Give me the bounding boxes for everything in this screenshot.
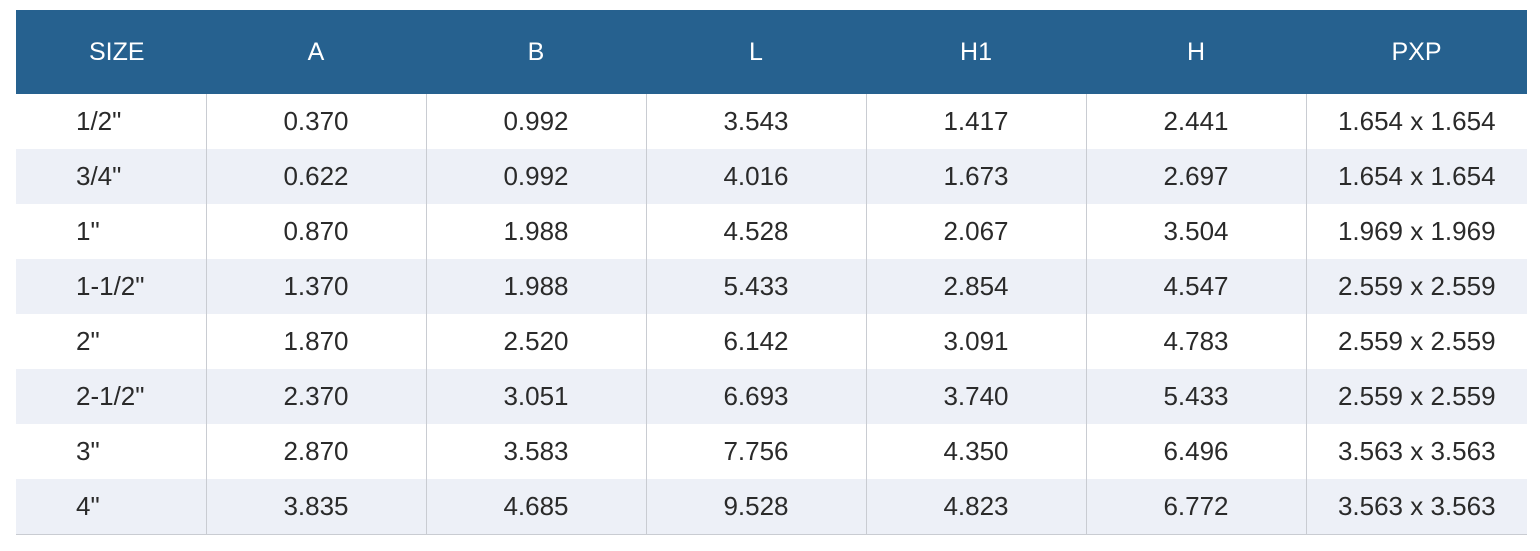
table-row bbox=[16, 424, 1527, 479]
cell-pxp: 3.563 x 3.563 bbox=[1306, 424, 1527, 479]
table-row bbox=[16, 479, 1527, 534]
cell-h: 6.772 bbox=[1086, 479, 1306, 534]
header-l: L bbox=[749, 37, 763, 66]
cell-l: 9.528 bbox=[646, 479, 866, 534]
cell-size: 3/4" bbox=[76, 161, 122, 191]
header-size: SIZE bbox=[89, 37, 145, 66]
cell-size: 1-1/2" bbox=[76, 271, 145, 301]
dimension-table-container bbox=[16, 10, 1527, 535]
cell-b: 0.992 bbox=[426, 94, 646, 149]
cell-h1: 1.417 bbox=[866, 94, 1086, 149]
table-row bbox=[16, 259, 1527, 314]
cell-h: 2.441 bbox=[1086, 94, 1306, 149]
cell-a: 3.835 bbox=[206, 479, 426, 534]
cell-b: 2.520 bbox=[426, 314, 646, 369]
cell-size: 1" bbox=[76, 216, 100, 246]
cell-a: 1.370 bbox=[206, 259, 426, 314]
cell-pxp: 2.559 x 2.559 bbox=[1306, 259, 1527, 314]
cell-b: 1.988 bbox=[426, 259, 646, 314]
cell-pxp: 1.654 x 1.654 bbox=[1306, 149, 1527, 204]
header-b: B bbox=[527, 37, 545, 66]
cell-b: 1.988 bbox=[426, 204, 646, 259]
cell-h1: 2.854 bbox=[866, 259, 1086, 314]
table-header bbox=[16, 10, 1527, 94]
cell-a: 2.870 bbox=[206, 424, 426, 479]
cell-pxp: 3.563 x 3.563 bbox=[1306, 479, 1527, 534]
cell-size: 3" bbox=[76, 436, 100, 466]
table-row bbox=[16, 204, 1527, 259]
table-body bbox=[16, 94, 1527, 534]
cell-l: 6.693 bbox=[646, 369, 866, 424]
table-row bbox=[16, 314, 1527, 369]
header-h: H bbox=[1186, 37, 1206, 66]
table-row bbox=[16, 149, 1527, 204]
cell-h: 3.504 bbox=[1086, 204, 1306, 259]
cell-a: 0.870 bbox=[206, 204, 426, 259]
cell-b: 3.583 bbox=[426, 424, 646, 479]
cell-l: 6.142 bbox=[646, 314, 866, 369]
cell-pxp: 1.654 x 1.654 bbox=[1306, 94, 1527, 149]
cell-pxp: 2.559 x 2.559 bbox=[1306, 314, 1527, 369]
cell-l: 7.756 bbox=[646, 424, 866, 479]
cell-size: 2" bbox=[76, 326, 100, 356]
header-row bbox=[16, 10, 1527, 94]
cell-size: 2-1/2" bbox=[76, 381, 145, 411]
cell-h: 4.783 bbox=[1086, 314, 1306, 369]
cell-h1: 4.823 bbox=[866, 479, 1086, 534]
cell-b: 4.685 bbox=[426, 479, 646, 534]
cell-h1: 4.350 bbox=[866, 424, 1086, 479]
table-row bbox=[16, 369, 1527, 424]
cell-a: 0.370 bbox=[206, 94, 426, 149]
header-h1: H1 bbox=[960, 37, 992, 66]
cell-a: 2.370 bbox=[206, 369, 426, 424]
cell-h1: 3.091 bbox=[866, 314, 1086, 369]
cell-h: 4.547 bbox=[1086, 259, 1306, 314]
cell-b: 0.992 bbox=[426, 149, 646, 204]
cell-h1: 2.067 bbox=[866, 204, 1086, 259]
cell-l: 4.528 bbox=[646, 204, 866, 259]
cell-a: 0.622 bbox=[206, 149, 426, 204]
cell-size: 4" bbox=[16, 479, 206, 534]
table-row bbox=[16, 94, 1527, 149]
cell-b: 3.051 bbox=[426, 369, 646, 424]
cell-h: 2.697 bbox=[1086, 149, 1306, 204]
cell-l: 5.433 bbox=[646, 259, 866, 314]
header-a: A bbox=[307, 37, 325, 66]
cell-h: 6.496 bbox=[1086, 424, 1306, 479]
cell-size: 1/2" bbox=[76, 106, 122, 136]
dimension-table bbox=[16, 10, 1527, 535]
cell-h: 5.433 bbox=[1086, 369, 1306, 424]
cell-l: 3.543 bbox=[646, 94, 866, 149]
cell-a: 1.870 bbox=[206, 314, 426, 369]
cell-h1: 3.740 bbox=[866, 369, 1086, 424]
cell-pxp: 2.559 x 2.559 bbox=[1306, 369, 1527, 424]
cell-l: 4.016 bbox=[646, 149, 866, 204]
header-pxp: PXP bbox=[1391, 37, 1442, 66]
cell-h1: 1.673 bbox=[866, 149, 1086, 204]
cell-pxp: 1.969 x 1.969 bbox=[1306, 204, 1527, 259]
